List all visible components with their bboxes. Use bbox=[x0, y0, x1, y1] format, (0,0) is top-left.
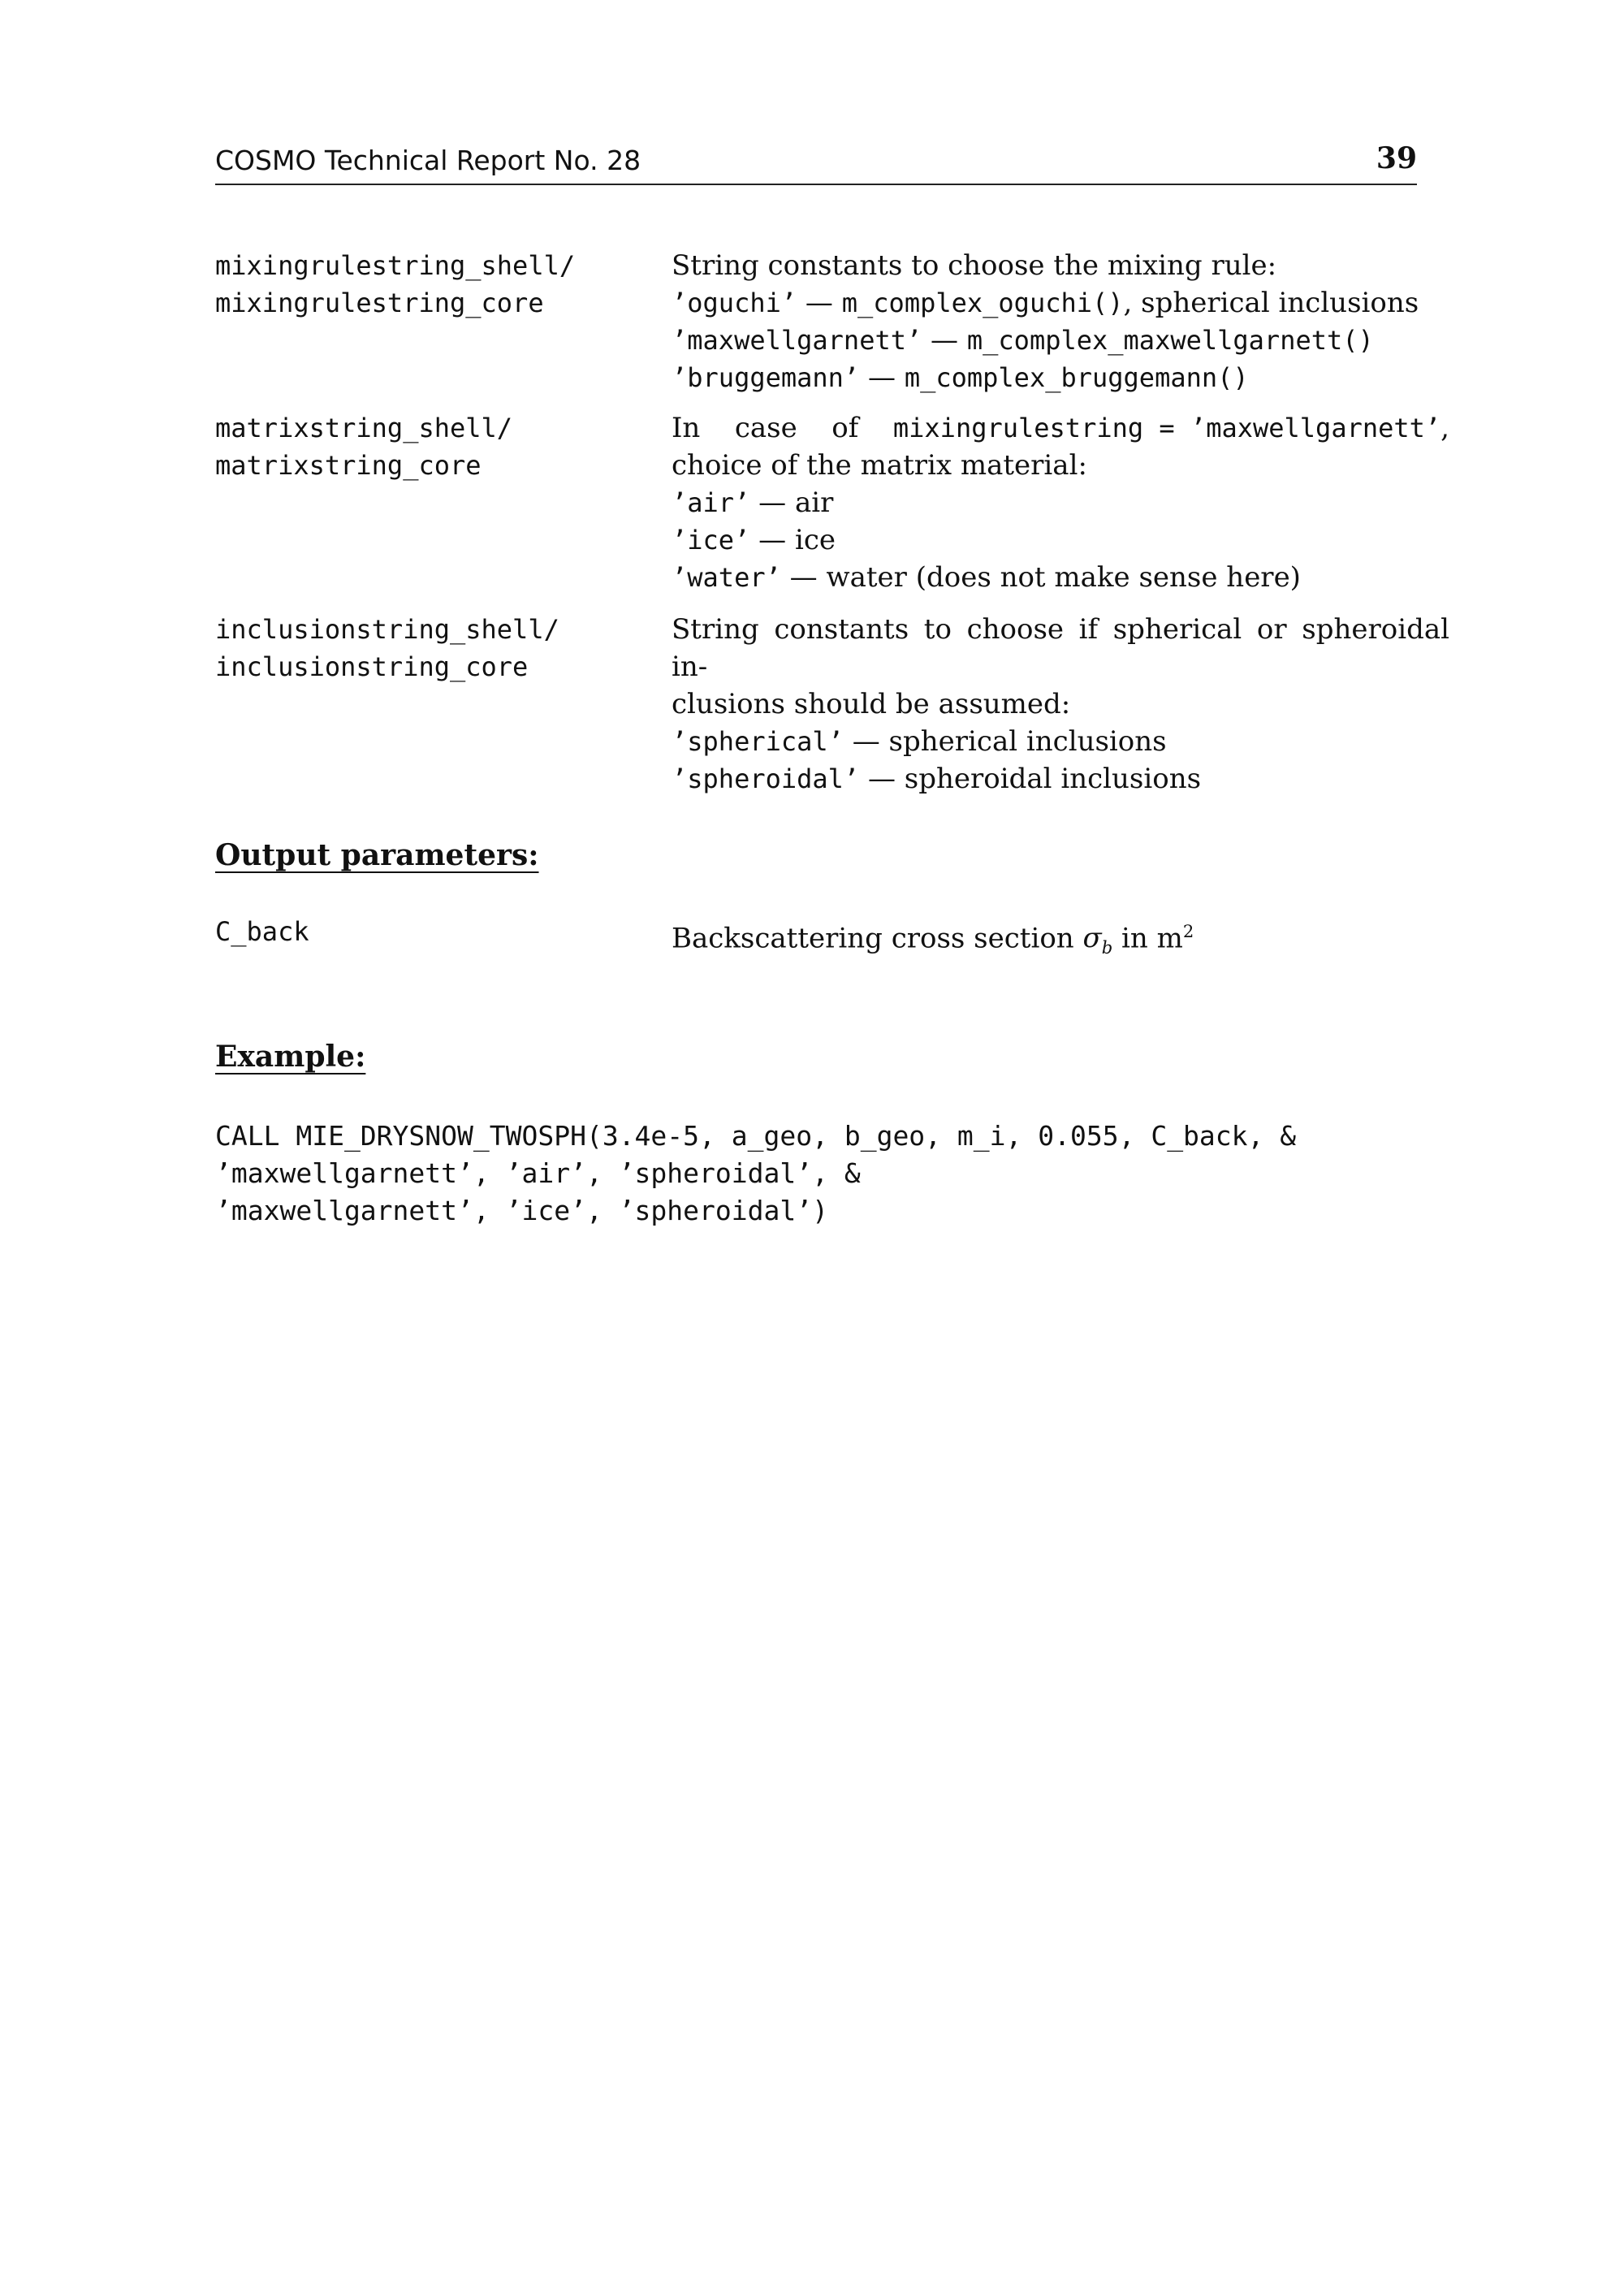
option-separator: — bbox=[922, 324, 967, 357]
report-title: COSMO Technical Report No. 28 bbox=[215, 145, 641, 176]
option-code: ’water’ bbox=[672, 562, 781, 593]
description-intro: String constants to choose the mixing rule: bbox=[672, 249, 1277, 282]
code-line: ’maxwellgarnett’, ’ice’, ’spheroidal’) bbox=[215, 1195, 828, 1226]
intro-word: In bbox=[672, 412, 701, 444]
param-name-line: matrixstring_shell/ bbox=[215, 413, 513, 443]
param-description bbox=[672, 913, 1449, 966]
param-name bbox=[215, 409, 654, 484]
param-description bbox=[672, 611, 1449, 798]
option-text: — ice bbox=[749, 524, 836, 556]
code-line: ’maxwellgarnett’, ’air’, ’spheroidal’, & bbox=[215, 1157, 861, 1189]
option-text: , spherical inclusions bbox=[1123, 287, 1419, 319]
intro-code-group bbox=[893, 409, 1449, 447]
param-name bbox=[215, 611, 654, 685]
page-number: 39 bbox=[1376, 141, 1417, 175]
option-line bbox=[672, 322, 1449, 359]
option-line bbox=[672, 760, 1449, 798]
intro-code: mixingrulestring = ’maxwellgarnett’ bbox=[892, 413, 1441, 443]
option-code: ’air’ bbox=[672, 487, 750, 518]
option-text: — spherical inclusions bbox=[843, 725, 1167, 758]
intro-word: case bbox=[734, 412, 797, 444]
option-code: ’ice’ bbox=[672, 525, 750, 556]
output-parameters-heading: Output parameters: bbox=[215, 838, 539, 872]
option-code: ’maxwellgarnett’ bbox=[672, 325, 922, 356]
option-code: ’spheroidal’ bbox=[672, 763, 860, 794]
option-line bbox=[672, 521, 1449, 559]
option-line bbox=[672, 359, 1449, 396]
unit-superscript: 2 bbox=[1182, 921, 1194, 941]
desc-text: Backscattering cross section bbox=[672, 922, 1083, 955]
option-text: — water (does not make sense here) bbox=[780, 561, 1301, 594]
sigma-subscript: b bbox=[1101, 937, 1113, 958]
option-function: m_complex_bruggemann() bbox=[904, 362, 1249, 393]
param-name bbox=[215, 247, 654, 322]
example-code-block bbox=[215, 1118, 1296, 1230]
option-function: m_complex_oguchi() bbox=[841, 288, 1124, 318]
description-line: String constants to choose if spherical or spheroidal in- bbox=[672, 613, 1449, 683]
param-description bbox=[672, 409, 1449, 596]
sigma-char: σ bbox=[1082, 922, 1102, 955]
option-text: — air bbox=[749, 486, 834, 519]
option-code: ’spherical’ bbox=[672, 726, 844, 757]
option-code: ’bruggemann’ bbox=[672, 362, 860, 393]
code-line: CALL MIE_DRYSNOW_TWOSPH(3.4e-5, a_geo, b_geo, m_i, 0.055, C_back, & bbox=[215, 1120, 1297, 1152]
option-line bbox=[672, 484, 1449, 521]
param-name-line: matrixstring_core bbox=[215, 450, 482, 481]
page-header bbox=[215, 141, 1417, 185]
desc-text-unit: in m bbox=[1112, 922, 1183, 955]
description-line: clusions should be assumed: bbox=[672, 688, 1071, 720]
param-name-line: C_back bbox=[215, 916, 309, 947]
option-separator: — bbox=[859, 361, 905, 394]
option-text: — spheroidal inclusions bbox=[859, 763, 1202, 795]
description-intro bbox=[672, 409, 1449, 447]
param-name bbox=[215, 913, 654, 950]
description-intro-2: choice of the matrix material: bbox=[672, 449, 1087, 482]
option-line bbox=[672, 284, 1449, 322]
description-line bbox=[672, 913, 1449, 966]
option-line bbox=[672, 723, 1449, 760]
intro-punctuation: , bbox=[1440, 412, 1449, 444]
option-function: m_complex_maxwellgarnett() bbox=[966, 325, 1374, 356]
option-code: ’oguchi’ bbox=[672, 288, 797, 318]
example-heading: Example: bbox=[215, 1040, 366, 1074]
param-description bbox=[672, 247, 1449, 396]
param-name-line: inclusionstring_core bbox=[215, 651, 529, 682]
param-name-line: mixingrulestring_core bbox=[215, 288, 544, 318]
param-name-line: inclusionstring_shell/ bbox=[215, 614, 559, 645]
option-separator: — bbox=[797, 287, 842, 319]
intro-word: of bbox=[831, 412, 859, 444]
param-name-line: mixingrulestring_shell/ bbox=[215, 250, 576, 281]
sigma-symbol bbox=[1082, 922, 1113, 958]
option-line bbox=[672, 559, 1449, 596]
